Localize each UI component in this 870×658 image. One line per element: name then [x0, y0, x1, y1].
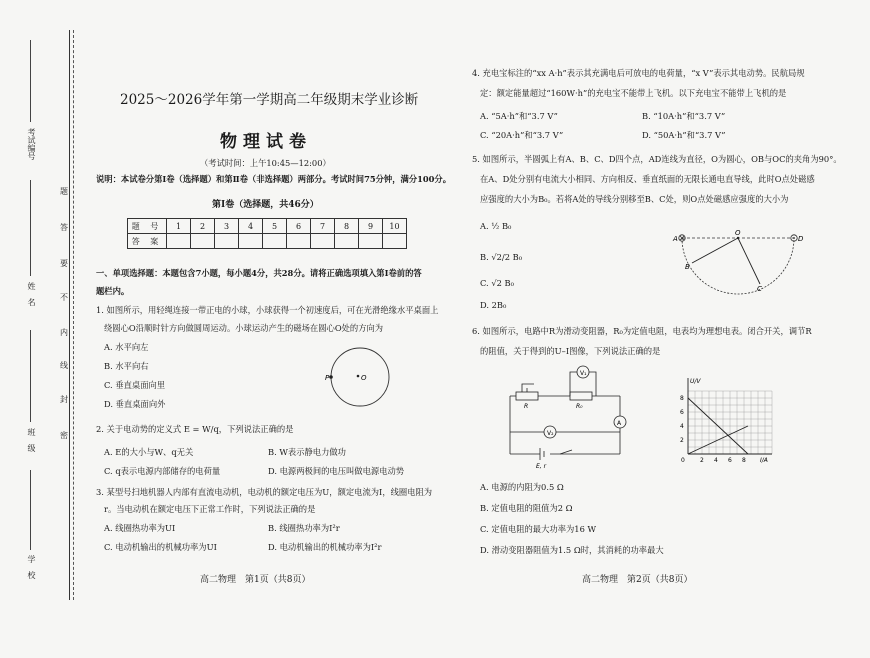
seal-char: 封: [60, 395, 68, 404]
table-cell: 7: [311, 219, 335, 234]
answer-cell[interactable]: [311, 234, 335, 249]
section1-heading-cont: 题栏内。: [96, 286, 130, 296]
q3-stem-cont: r。当电动机在额定电压下正常工作时，下列说法正确的是: [104, 504, 316, 514]
q3-option-c: C. 电动机输出的机械功率为UI: [104, 542, 217, 552]
graph-origin: 0: [681, 457, 685, 464]
answer-cell[interactable]: [239, 234, 263, 249]
fig-label-r: R: [524, 403, 529, 410]
q3-option-a: A. 线圈热功率为UI: [104, 523, 176, 533]
fig-label-o: O: [361, 374, 367, 382]
fig-label-b: B: [685, 263, 690, 271]
fig-label-c: C: [757, 285, 762, 293]
graph-xtick: 6: [728, 457, 732, 464]
binding-dashed-line: [73, 30, 74, 600]
table-cell: 9: [359, 219, 383, 234]
seal-char: 题: [60, 187, 68, 196]
q6-circuit-figure: [500, 362, 630, 470]
q5-semicircle-figure: [672, 228, 802, 292]
exam-no-line: [30, 40, 31, 122]
q3-stem: 3. 某型号扫地机器人内部有直流电动机，电动机的额定电压为U，额定电流为I，线圈电阻为: [96, 487, 433, 497]
binding-line: [69, 30, 70, 600]
table-cell: 6: [287, 219, 311, 234]
seal-char: 不: [60, 293, 68, 302]
section1-heading: 一、单项选择题：本题包含7小题，每小题4分，共28分。请将正确选项填入第Ⅰ卷前的答: [96, 268, 422, 278]
table-row-label: 题 号: [128, 219, 167, 234]
table-cell: 4: [239, 219, 263, 234]
exam-no-label: 考试编号: [27, 128, 36, 160]
answer-table: [127, 218, 407, 249]
seal-char: 内: [60, 328, 68, 337]
answer-cell[interactable]: [167, 234, 191, 249]
q6-ui-graph: [672, 372, 782, 464]
answer-cell[interactable]: [287, 234, 311, 249]
fig-label-v2: V₂: [547, 430, 554, 437]
graph-ytick: 6: [680, 409, 684, 416]
q4-option-a: A. “5A·h”和“3.7 V”: [480, 111, 558, 121]
answer-cell[interactable]: [359, 234, 383, 249]
graph-ytick: 4: [680, 423, 684, 430]
subject-title: 物理试卷: [220, 132, 312, 152]
q2-option-b: B. W表示静电力做功: [268, 447, 346, 457]
answer-cell[interactable]: [263, 234, 287, 249]
answer-cell[interactable]: [191, 234, 215, 249]
school-line: [30, 470, 31, 550]
q1-circle-figure: [325, 345, 395, 409]
q6-option-a: A. 电源的内阻为0.5 Ω: [480, 482, 564, 492]
graph-xtick: 8: [742, 457, 746, 464]
name-line: [30, 180, 31, 276]
graph-ytick: 8: [680, 395, 684, 402]
name-label: 姓 名: [27, 282, 36, 306]
q3-option-b: B. 线圈热功率为I²r: [268, 523, 340, 533]
q1-option-c: C. 垂直桌面向里: [104, 380, 166, 390]
q6-option-b: B. 定值电阻的阻值为2 Ω: [480, 503, 573, 513]
answer-cell[interactable]: [215, 234, 239, 249]
q2-stem: 2. 关于电动势的定义式 E = W/q，下列说法正确的是: [96, 424, 294, 434]
q5-option-b: B. √2/2 B₀: [480, 252, 523, 262]
q6-option-d: D. 滑动变阻器阻值为1.5 Ω时，其消耗的功率最大: [480, 545, 664, 555]
q1-stem-cont: 绕圆心O沿顺时针方向做圆周运动。小球运动产生的磁场在圆心O处的方向为: [104, 323, 384, 333]
table-row-label: 答 案: [128, 234, 167, 249]
graph-ylabel: U/V: [690, 378, 701, 385]
q2-option-c: C. q表示电源内部储存的电荷量: [104, 466, 221, 476]
q1-stem: 1. 如图所示，用轻绳连接一带正电的小球，小球获得一个初速度后，可在光滑绝缘水平桌面上: [96, 305, 439, 315]
seal-char: 线: [60, 361, 68, 370]
q3-option-d: D. 电动机输出的机械功率为I²r: [268, 542, 382, 552]
table-cell: 10: [383, 219, 407, 234]
fig-label-p: P: [325, 374, 330, 382]
class-line: [30, 330, 31, 422]
q2-option-d: D. 电源两极间的电压叫做电源电动势: [268, 466, 405, 476]
graph-xlabel: I/A: [760, 457, 768, 464]
fig-label-ammeter: A: [617, 420, 622, 427]
part1-title: 第Ⅰ卷（选择题，共46分）: [212, 200, 319, 210]
seal-char: 要: [60, 259, 68, 268]
fig-label-er: E, r: [536, 463, 547, 470]
class-label: 班 级: [27, 428, 36, 452]
q6-stem-cont: 的阻值，关于得到的U–I图像，下列说法正确的是: [480, 346, 661, 356]
q4-option-c: C. “20A·h”和“3.7 V”: [480, 130, 564, 140]
q1-option-d: D. 垂直桌面向外: [104, 399, 166, 409]
exam-note: 说明：本试卷分第Ⅰ卷（选择题）和第Ⅱ卷（非选择题）两部分。考试时间75分钟，满分100分。: [96, 174, 452, 184]
q4-stem-cont: 定：额定能量超过“160W·h”的充电宝不能带上飞机。以下充电宝不能带上飞机的是: [480, 88, 787, 98]
table-cell: 2: [191, 219, 215, 234]
seal-char: 密: [60, 431, 68, 440]
fig-label-d: D: [798, 235, 804, 243]
footer-left: 高二物理 第1页（共8页）: [200, 575, 311, 585]
q1-option-b: B. 水平向右: [104, 361, 149, 371]
answer-cell[interactable]: [383, 234, 407, 249]
table-cell: 8: [335, 219, 359, 234]
q6-option-c: C. 定值电阻的最大功率为16 W: [480, 524, 597, 534]
q5-stem-cont2: 应强度的大小为B₀。若将A处的导线分别移至B、C处，则O点处磁感应强度的大小为: [480, 194, 789, 204]
binding-sidebar: [0, 0, 70, 658]
q4-option-b: B. “10A·h”和“3.7 V”: [642, 111, 726, 121]
q2-option-a: A. E的大小与W、q无关: [104, 447, 194, 457]
table-cell: 5: [263, 219, 287, 234]
table-cell: 3: [215, 219, 239, 234]
q5-stem-cont1: 在A、D处分别有电流大小相同、方向相反、垂直纸面的无限长通电直导线，此时O点处磁感: [480, 174, 815, 184]
exam-title: 2025～2026学年第一学期高二年级期末学业诊断: [120, 92, 419, 108]
q5-option-a: A. ½ B₀: [480, 221, 512, 231]
q4-option-d: D. “50A·h”和“3.7 V”: [642, 130, 726, 140]
fig-label-v1: V₁: [580, 370, 587, 377]
footer-right: 高二物理 第2页（共8页）: [582, 575, 693, 585]
fig-label-r0: R₀: [576, 403, 583, 410]
q6-stem: 6. 如图所示，电路中R为滑动变阻器，R₀为定值电阻，电表均为理想电表。闭合开关，调节R: [472, 326, 812, 336]
q5-option-c: C. √2 B₀: [480, 278, 514, 288]
q4-stem: 4. 充电宝标注的“xx A·h”表示其充满电后可放电的电荷量，“x V”表示其电动势。民航局规: [472, 68, 805, 78]
answer-cell[interactable]: [335, 234, 359, 249]
exam-time: （考试时间：上午10:45—12:00）: [200, 158, 331, 168]
graph-xtick: 2: [700, 457, 704, 464]
graph-ytick: 2: [680, 437, 684, 444]
table-cell: 1: [167, 219, 191, 234]
school-label: 学 校: [27, 555, 36, 579]
q5-stem: 5. 如图所示，半圆弧上有A、B、C、D四个点，AD连线为直径，O为圆心，OB与OC的夹角为90°。: [472, 154, 842, 164]
fig-label-a: A: [673, 235, 678, 243]
fig-label-o: O: [735, 229, 741, 237]
graph-xtick: 4: [714, 457, 718, 464]
seal-char: 答: [60, 223, 68, 232]
q1-option-a: A. 水平向左: [104, 342, 149, 352]
q5-option-d: D. 2B₀: [480, 300, 507, 310]
